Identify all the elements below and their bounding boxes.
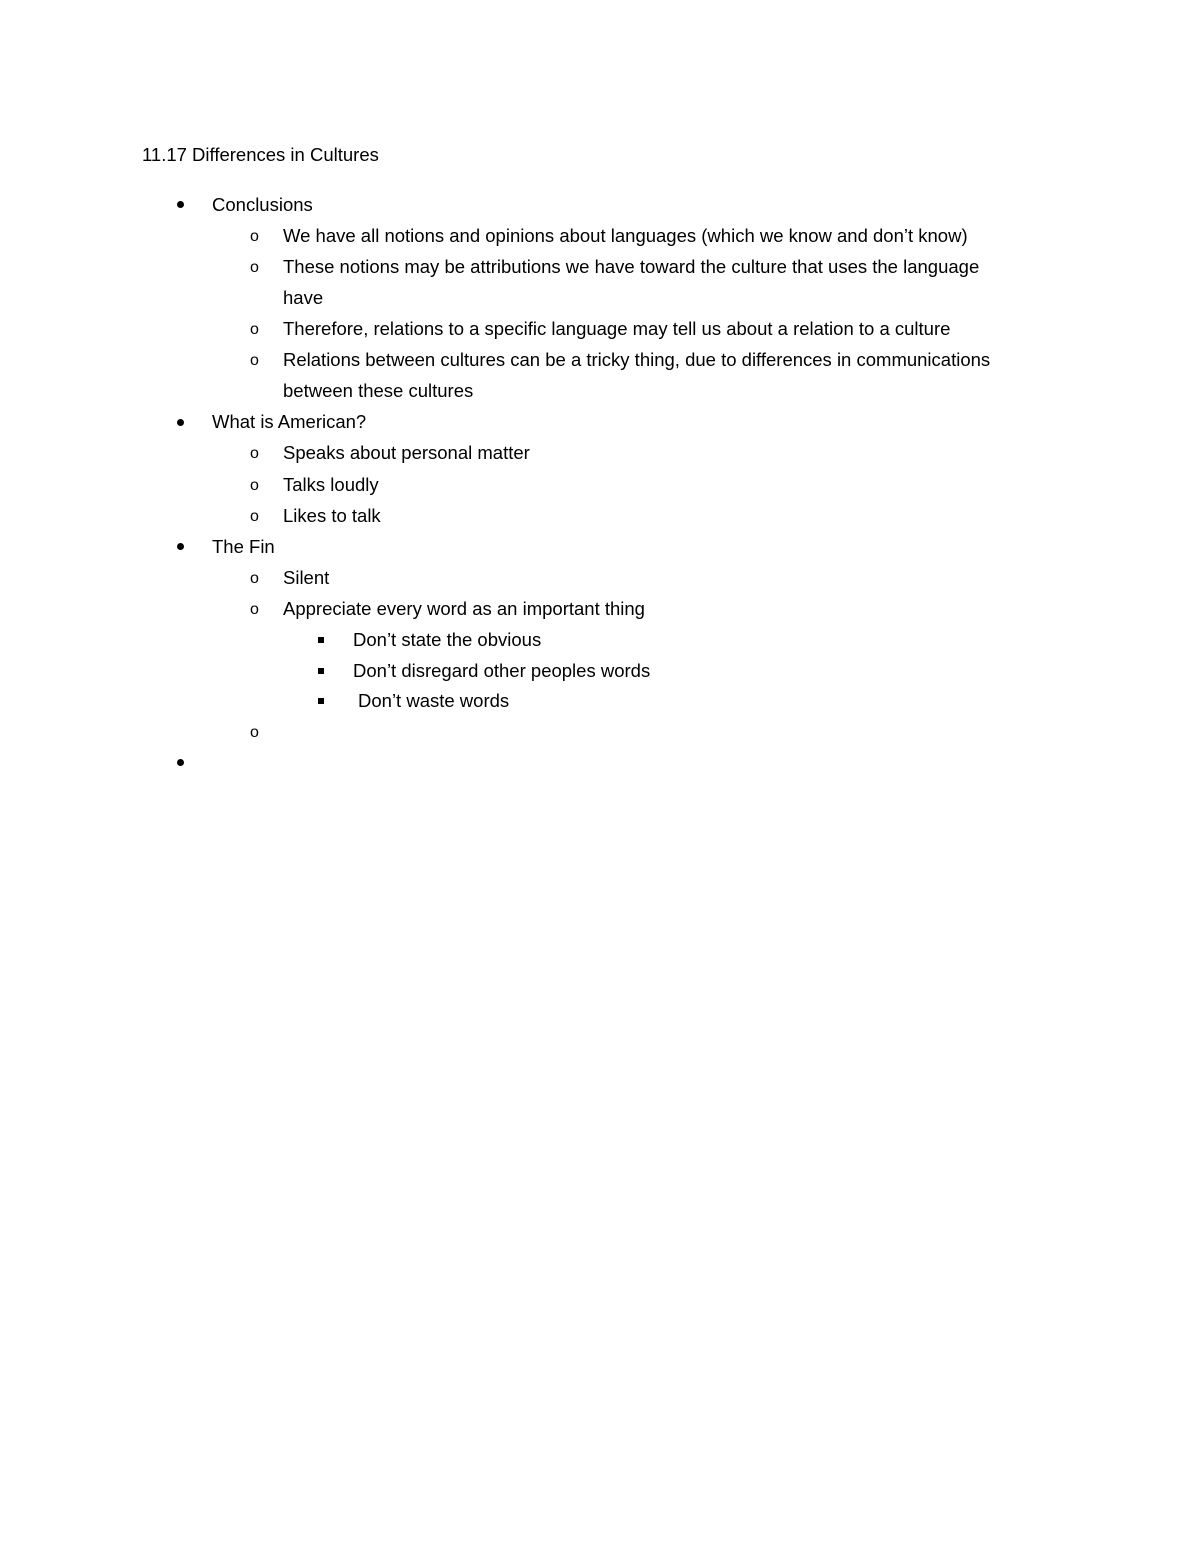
circle-marker: o bbox=[250, 321, 259, 338]
circle-marker: o bbox=[250, 570, 259, 587]
list-item: We have all notions and opinions about languages (which we know and don’t know) bbox=[283, 225, 968, 246]
sub-list-item: Don’t disregard other peoples words bbox=[353, 660, 651, 681]
empty-bullet-marker bbox=[177, 759, 184, 766]
circle-marker: o bbox=[250, 352, 259, 369]
circle-marker: o bbox=[250, 508, 259, 525]
bullet-marker bbox=[177, 201, 184, 208]
list-item: Speaks about personal matter bbox=[283, 442, 530, 463]
bullet-marker bbox=[177, 543, 184, 550]
circle-marker: o bbox=[250, 601, 259, 618]
circle-marker: o bbox=[250, 259, 259, 276]
square-marker bbox=[318, 698, 324, 704]
list-item-continuation: between these cultures bbox=[283, 380, 474, 401]
section-heading-american: What is American? bbox=[212, 411, 367, 432]
bullet-marker bbox=[177, 419, 184, 426]
circle-marker: o bbox=[250, 477, 259, 494]
section-heading-fin: The Fin bbox=[212, 536, 275, 557]
list-item: Talks loudly bbox=[283, 474, 379, 495]
section-heading-conclusions: Conclusions bbox=[212, 194, 313, 215]
list-item-continuation: have bbox=[283, 287, 324, 308]
list-item: These notions may be attributions we have toward the culture that uses the language bbox=[283, 256, 980, 277]
list-item: Likes to talk bbox=[283, 505, 381, 526]
empty-circle-marker: o bbox=[250, 724, 259, 741]
list-item: Silent bbox=[283, 567, 330, 588]
square-marker bbox=[318, 668, 324, 674]
list-item: Relations between cultures can be a tricky thing, due to differences in communications bbox=[283, 349, 991, 370]
sub-list-item: Don’t state the obvious bbox=[353, 629, 542, 650]
circle-marker: o bbox=[250, 228, 259, 245]
list-item: Therefore, relations to a specific language may tell us about a relation to a culture bbox=[283, 318, 951, 339]
circle-marker: o bbox=[250, 445, 259, 462]
sub-list-item: Don’t waste words bbox=[358, 690, 510, 711]
square-marker bbox=[318, 637, 324, 643]
list-item: Appreciate every word as an important thing bbox=[283, 598, 645, 619]
document-title: 11.17 Differences in Cultures bbox=[142, 144, 379, 165]
